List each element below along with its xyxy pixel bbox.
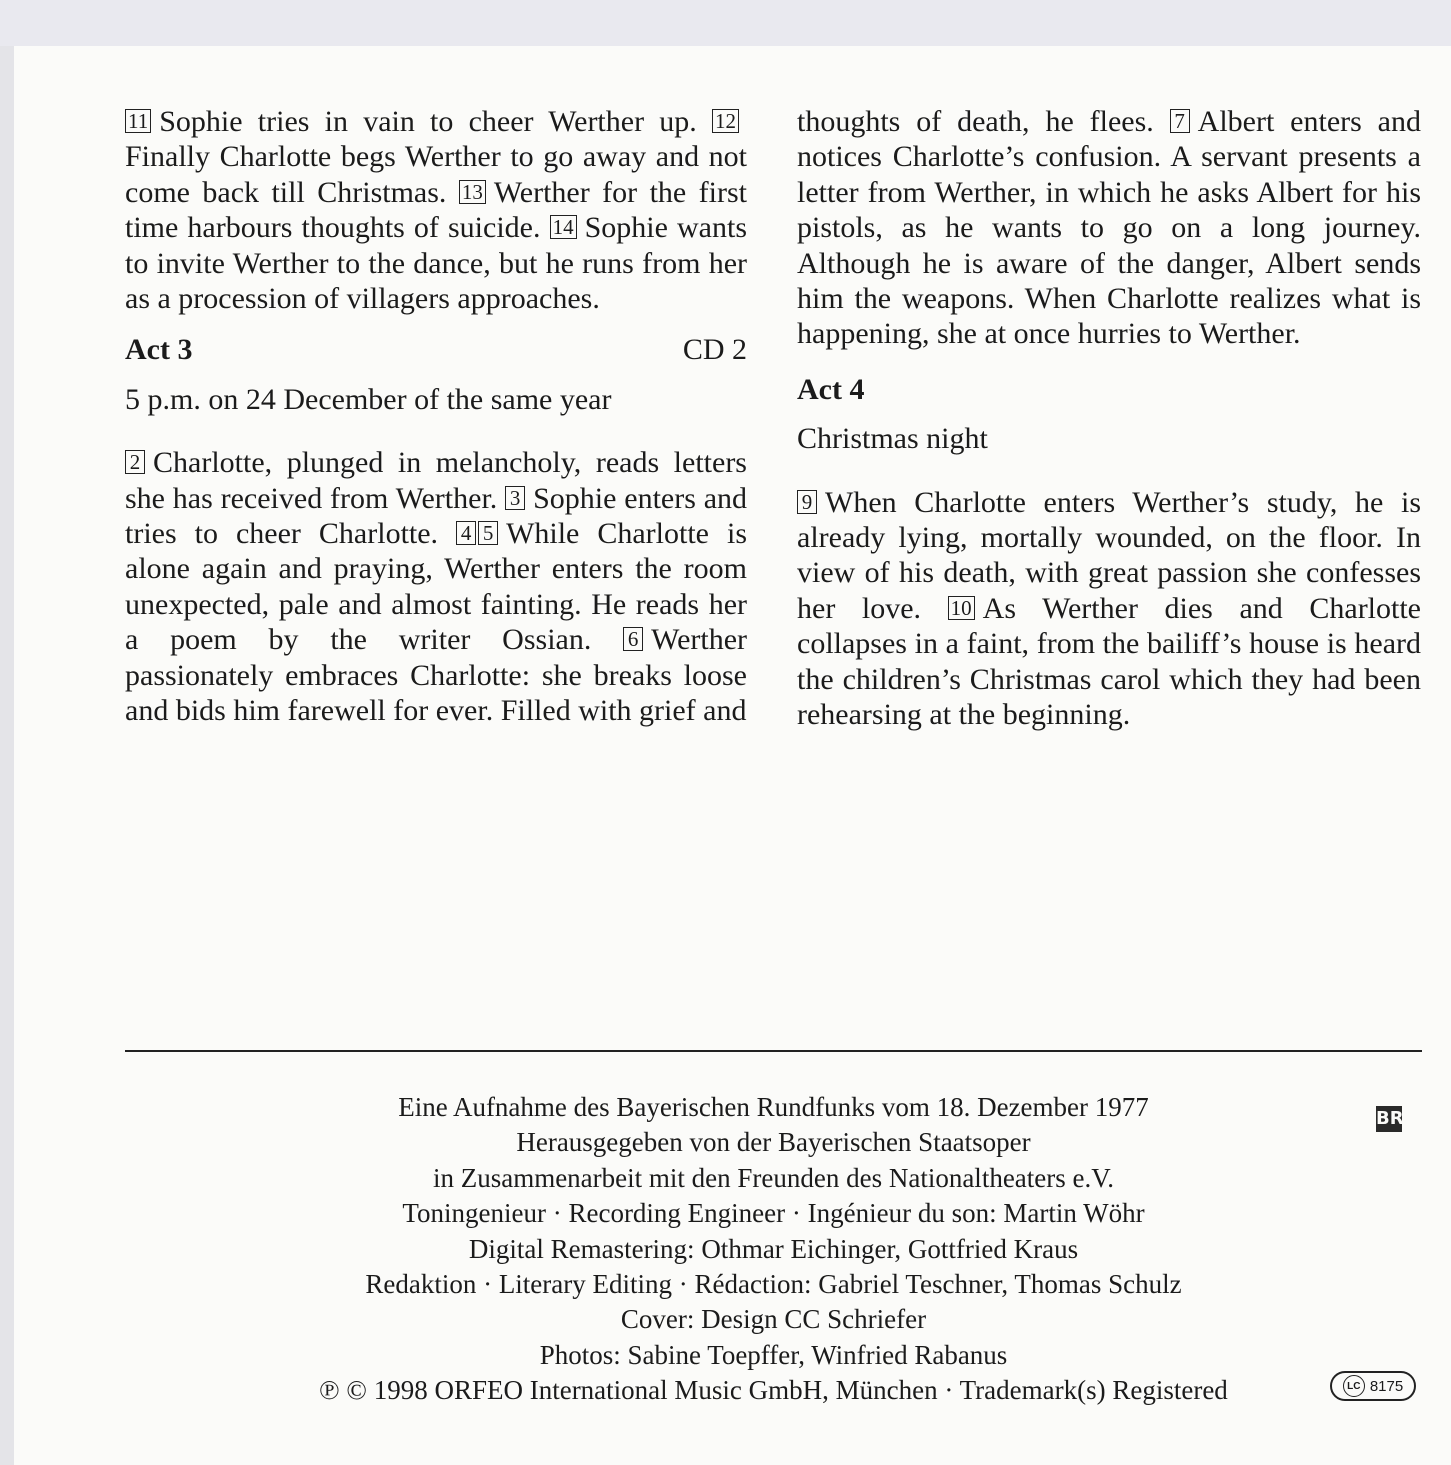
track-6-text: Werther passionately embraces Charlotte: she breaks loose and bids him farewell for ever. Filled with grief and <box>125 623 748 728</box>
track-3-text: Sophie enters and tries to cheer Charlotte. <box>125 481 748 551</box>
track-number-12: 12 <box>712 109 739 133</box>
act3-title: Act 3 <box>125 333 193 367</box>
credits-line-9: ℗ © 1998 ORFEO International Music GmbH, München · Trademark(s) Registered <box>319 1375 1228 1406</box>
synopsis-act2-end <box>125 104 747 316</box>
credits-line-5: Digital Remastering: Othmar Eichinger, Gottfried Kraus <box>468 1233 1079 1264</box>
credits-block <box>125 1090 1422 1409</box>
credits-line-2: Herausgegeben von der Bayerischen Staatsoper <box>516 1127 1031 1158</box>
track-13-text: Werther for the first time harbours thoughts of suicide. <box>125 175 747 245</box>
act4-heading <box>797 372 1421 407</box>
track-12-text: Finally Charlotte begs Werther to go away and not come back till Christmas. <box>125 140 747 209</box>
track-number-4: 4 <box>456 521 476 545</box>
synopsis-act3-end <box>797 104 1421 352</box>
credits-line-6: Redaktion · Literary Editing · Rédaction: Gabriel Teschner, Thomas Schulz <box>365 1269 1182 1300</box>
act4-scene: Christmas night <box>797 422 988 456</box>
continued-text: thoughts of death, he flees. <box>797 105 1154 138</box>
track-number-5: 5 <box>478 521 498 545</box>
track-number-11: 11 <box>125 109 151 133</box>
synopsis-act3 <box>125 445 747 728</box>
label-code-badge <box>1330 1371 1416 1401</box>
booklet-page <box>0 46 1451 1465</box>
track-7-text: Albert enters and notices Charlotte’s confusion. A servant presents a letter from Werther, in which he asks Albert for his pistols, as he wants to go on a long journey. Although he is aware of the danger, Albert sends him the weapons. When Charlotte realizes what is happening, she at once hurries to Werther. <box>797 105 1422 351</box>
credits-line-3: in Zusammenarbeit mit den Freunden des Nationaltheaters e.V. <box>432 1162 1115 1193</box>
track-number-10: 10 <box>948 596 975 620</box>
left-column <box>125 104 747 729</box>
credits-line-7: Cover: Design CC Schriefer <box>620 1304 927 1335</box>
act3-heading <box>125 332 747 367</box>
act3-cd-label: CD 2 <box>682 333 747 367</box>
credits-line-1: Eine Aufnahme des Bayerischen Rundfunks vom 18. Dezember 1977 <box>398 1092 1149 1122</box>
label-code-number: 8175 <box>1369 1377 1404 1395</box>
track-11-text: Sophie tries in vain to cheer Werther up. <box>159 105 697 138</box>
track-14-text: Sophie wants to invite Werther to the dance, but he runs from her as a procession of villagers approaches. <box>125 211 747 316</box>
track-10-text: As Werther dies and Charlotte collapses in a faint, from the bailiff’s house is heard the children’s Christmas carol which they had been rehearsing at the beginning. <box>797 591 1422 732</box>
br-logo-icon: BR <box>1376 1106 1402 1132</box>
track-number-7: 7 <box>1170 109 1190 133</box>
right-column <box>797 104 1421 733</box>
act4-title: Act 4 <box>797 372 865 406</box>
credits-line-4: Toningenieur · Recording Engineer · Ingénieur du son: Martin Wöhr <box>402 1198 1145 1229</box>
credits-line-8: Photos: Sabine Toepffer, Winfried Rabanus <box>539 1339 1008 1370</box>
track-number-13: 13 <box>459 180 486 204</box>
divider-rule <box>125 1050 1422 1052</box>
track-number-14: 14 <box>550 215 577 239</box>
synopsis-act4 <box>797 485 1421 733</box>
track-number-6: 6 <box>623 627 643 651</box>
track-2-text: Charlotte, plunged in melancholy, reads letters she has received from Werther. <box>125 446 747 515</box>
track-45-text: While Charlotte is alone again and praying, Werther enters the room unexpected, pale and almost fainting. He reads her a poem by the writer Ossian. <box>125 517 748 657</box>
track-9-text: When Charlotte enters Werther’s study, he is already lying, mortally wounded, on the floor. In view of his death, with great passion she confesses her love. <box>797 485 1421 625</box>
track-number-3: 3 <box>505 486 525 510</box>
lc-logo-icon: LC <box>1343 1375 1365 1397</box>
track-number-2: 2 <box>125 450 145 474</box>
act3-scene: 5 p.m. on 24 December of the same year <box>125 382 612 416</box>
track-number-9: 9 <box>797 490 817 514</box>
